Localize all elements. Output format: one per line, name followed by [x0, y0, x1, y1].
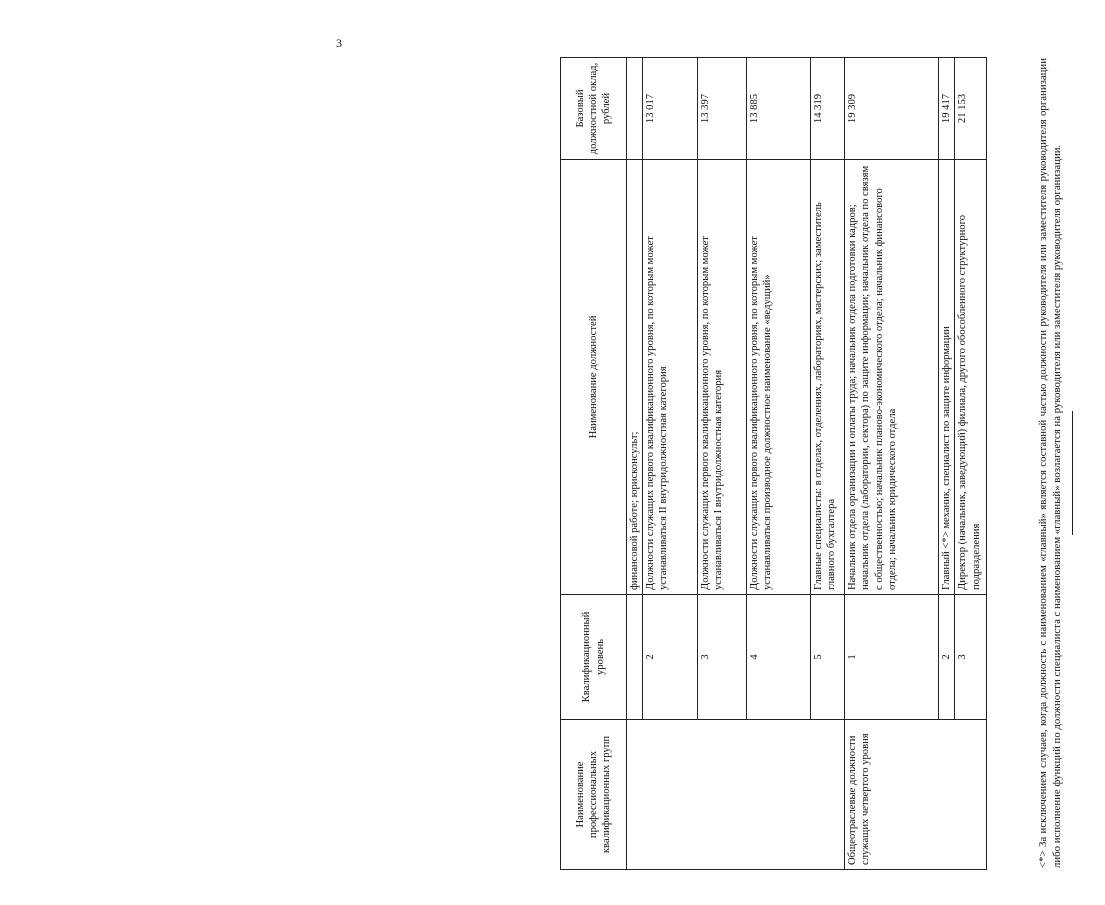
table-row [627, 58, 643, 870]
level-cell: 2 [939, 595, 955, 720]
salary-cell: 13 885 [747, 58, 811, 160]
table-row [845, 58, 939, 870]
level-cell: 2 [643, 595, 698, 720]
header-group: Наименование профессиональных квалификационных групп [561, 720, 627, 870]
level-cell: 3 [698, 595, 747, 720]
salary-cell: 13 017 [643, 58, 698, 160]
salary-cell: 21 153 [955, 58, 987, 160]
level-cell: 1 [845, 595, 939, 720]
salary-cell: 19 417 [939, 58, 955, 160]
salary-cell: 14 319 [811, 58, 845, 160]
position-name-cell: Начальник отдела организации и оплаты труда; начальник отдела подготовки кадров; начальник отдела (лаборатории, сектора) по защите информации; начальник отдела по связям с общественностью; начальник планово-экономического отдела; начальник финансового отдела; начальник юридического отдела [845, 160, 939, 595]
level-cell: 4 [747, 595, 811, 720]
salary-table [560, 57, 987, 870]
position-name-cell: Главный <*> механик, специалист по защите информации [939, 160, 955, 595]
group-cell [627, 720, 845, 870]
position-name-cell: Должности служащих первого квалификационного уровня, по которым может устанавливаться II внутридолжностная категория [643, 160, 698, 595]
level-cell: 5 [811, 595, 845, 720]
position-name-cell: Должности служащих первого квалификационного уровня, по которым может устанавливаться I внутридолжностная категория [698, 160, 747, 595]
level-cell: 3 [955, 595, 987, 720]
page-number: 3 [336, 36, 342, 50]
header-name: Наименование должностей [561, 160, 627, 595]
position-name-cell: финансовой работе; юрисконсульт; [627, 160, 643, 595]
salary-cell [627, 58, 643, 160]
position-name-cell: Главные специалисты: в отделах, отделениях, лабораториях, мастерских; заместитель главного бухгалтера [811, 160, 845, 595]
salary-cell: 19 309 [845, 58, 939, 160]
position-name-cell: Директор (начальник, заведующий) филиала, другого обособленного структурного подразделения [955, 160, 987, 595]
salary-cell: 13 397 [698, 58, 747, 160]
level-cell [627, 595, 643, 720]
header-salary: Базовый должностной оклад, рублей [561, 58, 627, 160]
table-header-row [561, 58, 627, 870]
footnote: <*> За исключением случаев, когда должность с наименованием «главный» является составной частью должности руководителя или заместителя руководителя организации либо исполнение функций по должности специалиста с наименованием «главный» возлагается на руководителя или заместителя руководителя организации. [1037, 58, 1064, 868]
position-name-cell: Должности служащих первого квалификационного уровня, по которым может устанавливаться производное должностное наименование «ведущий» [747, 160, 811, 595]
rotated-page-content [560, 25, 1105, 870]
group-cell: Общеотраслевые должности служащих четвертого уровня [845, 720, 987, 870]
closing-rule [1072, 411, 1073, 535]
header-level: Квалификационный уровень [561, 595, 627, 720]
